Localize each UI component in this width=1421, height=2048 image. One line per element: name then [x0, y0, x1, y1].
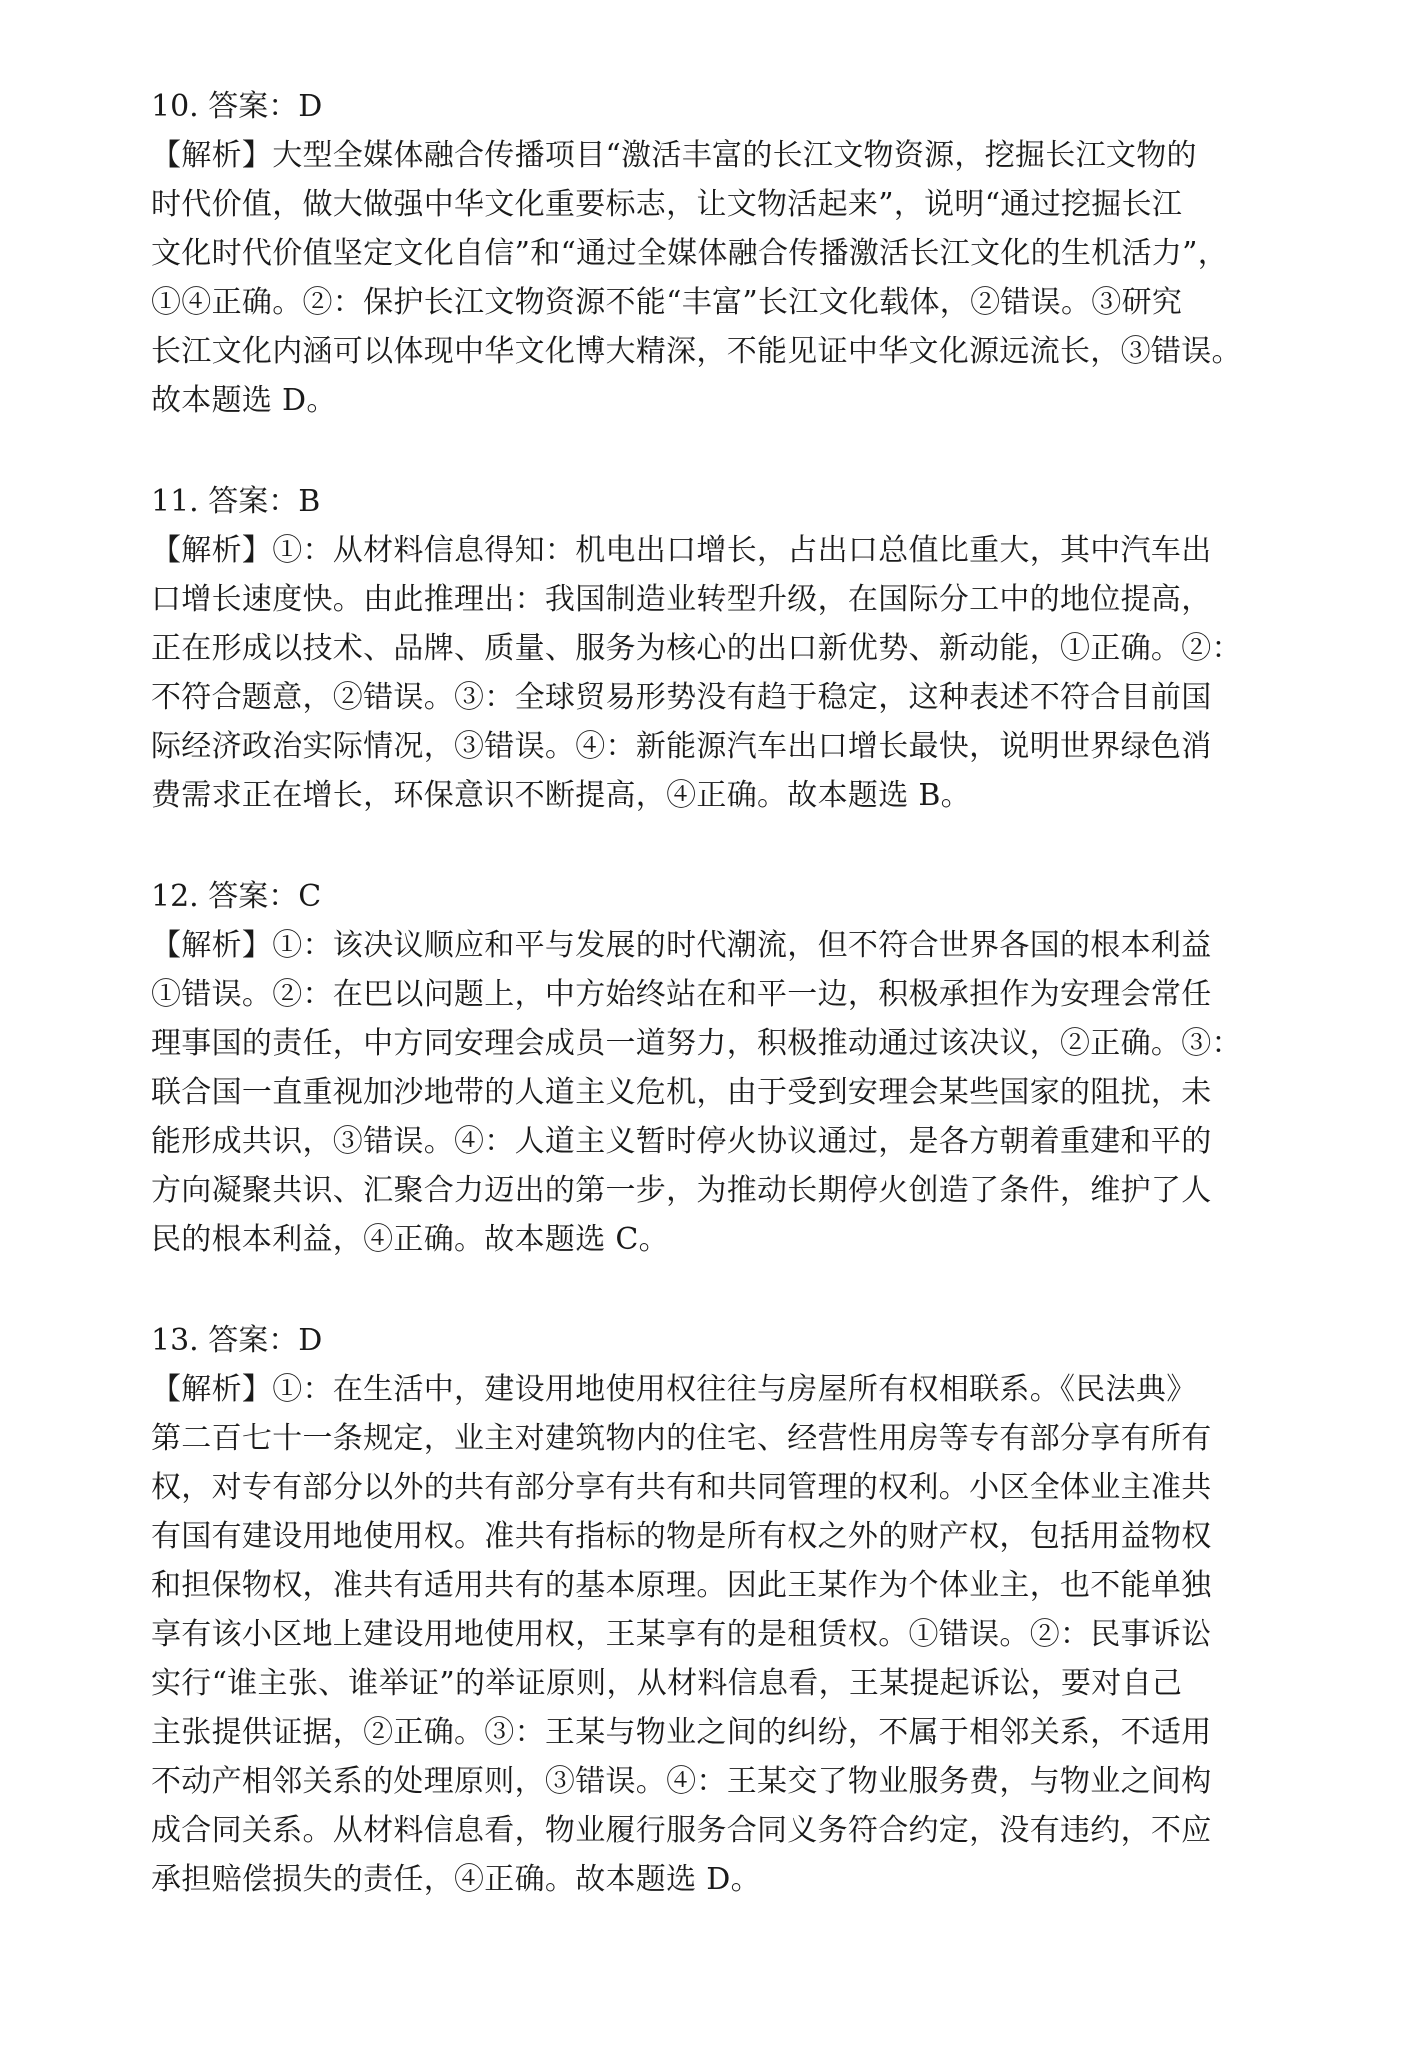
- question-13: [151, 1316, 1291, 1904]
- analysis-line: 【解析】大型全媒体融合传播项目“激活丰富的长江文物资源，挖掘长江文物的: [151, 138, 1197, 173]
- answer-key-page: [151, 82, 1291, 1956]
- analysis-line: 成合同关系。从材料信息看，物业履行服务合同义务符合约定，没有违约，不应: [151, 1813, 1212, 1848]
- analysis-line: 【解析】①：该决议顺应和平与发展的时代潮流，但不符合世界各国的根本利益: [151, 928, 1212, 963]
- analysis-line: 方向凝聚共识、汇聚合力迈出的第一步，为推动长期停火创造了条件，维护了人: [151, 1173, 1212, 1208]
- analysis-line: 文化时代价值坚定文化自信”和“通过全媒体融合传播激活长江文化的生机活力”，: [151, 236, 1229, 271]
- analysis-line: 权，对专有部分以外的共有部分享有共有和共同管理的权利。小区全体业主准共: [151, 1470, 1212, 1505]
- analysis-text: [151, 131, 1291, 425]
- analysis-line: 口增长速度快。由此推理出：我国制造业转型升级，在国际分工中的地位提高，: [151, 582, 1212, 617]
- question-10: [151, 82, 1291, 425]
- analysis-line: 第二百七十一条规定，业主对建筑物内的住宅、经营性用房等专有部分享有所有: [151, 1421, 1212, 1456]
- analysis-line: 享有该小区地上建设用地使用权，王某享有的是租赁权。①错误。②：民事诉讼: [151, 1617, 1212, 1652]
- analysis-line: 实行“谁主张、谁举证”的举证原则，从材料信息看，王某提起诉讼，要对自己: [151, 1666, 1183, 1701]
- answer-heading: 12. 答案：C: [151, 879, 322, 914]
- analysis-line: 际经济政治实际情况，③错误。④：新能源汽车出口增长最快，说明世界绿色消: [151, 729, 1212, 764]
- analysis-line: 和担保物权，准共有适用共有的基本原理。因此王某作为个体业主，也不能单独: [151, 1568, 1212, 1603]
- analysis-line: 不符合题意，②错误。③：全球贸易形势没有趋于稳定，这种表述不符合目前国: [151, 680, 1212, 715]
- answer-heading: 10. 答案：D: [151, 89, 323, 124]
- analysis-line: 正在形成以技术、品牌、质量、服务为核心的出口新优势、新动能，①正确。②：: [151, 631, 1242, 666]
- analysis-text: [151, 1365, 1291, 1904]
- analysis-text: [151, 921, 1291, 1264]
- analysis-line: 主张提供证据，②正确。③：王某与物业之间的纠纷，不属于相邻关系，不适用: [151, 1715, 1212, 1750]
- analysis-line: 【解析】①：在生活中，建设用地使用权往往与房屋所有权相联系。《民法典》: [151, 1372, 1197, 1407]
- answer-heading: 13. 答案：D: [151, 1323, 323, 1358]
- analysis-line: 时代价值，做大做强中华文化重要标志，让文物活起来”，说明“通过挖掘长江: [151, 187, 1183, 222]
- answer-heading: 11. 答案：B: [151, 484, 321, 519]
- analysis-line: 【解析】①：从材料信息得知：机电出口增长，占出口总值比重大，其中汽车出: [151, 533, 1212, 568]
- analysis-line: 联合国一直重视加沙地带的人道主义危机，由于受到安理会某些国家的阻扰，未: [151, 1075, 1212, 1110]
- analysis-line: 长江文化内涵可以体现中华文化博大精深，不能见证中华文化源远流长，③错误。: [151, 334, 1242, 369]
- analysis-line: 承担赔偿损失的责任，④正确。故本题选 D。: [151, 1862, 761, 1897]
- analysis-line: 有国有建设用地使用权。准共有指标的物是所有权之外的财产权，包括用益物权: [151, 1519, 1212, 1554]
- question-11: [151, 477, 1291, 820]
- analysis-line: 故本题选 D。: [151, 383, 337, 418]
- analysis-line: 费需求正在增长，环保意识不断提高，④正确。故本题选 B。: [151, 778, 971, 813]
- analysis-line: ①错误。②：在巴以问题上，中方始终站在和平一边，积极承担作为安理会常任: [151, 977, 1212, 1012]
- analysis-line: 理事国的责任，中方同安理会成员一道努力，积极推动通过该决议，②正确。③：: [151, 1026, 1242, 1061]
- analysis-line: 不动产相邻关系的处理原则，③错误。④：王某交了物业服务费，与物业之间构: [151, 1764, 1212, 1799]
- question-12: [151, 872, 1291, 1264]
- analysis-text: [151, 526, 1291, 820]
- analysis-line: 能形成共识，③错误。④：人道主义暂时停火协议通过，是各方朝着重建和平的: [151, 1124, 1212, 1159]
- analysis-line: ①④正确。②：保护长江文物资源不能“丰富”长江文化载体，②错误。③研究: [151, 285, 1183, 320]
- analysis-line: 民的根本利益，④正确。故本题选 C。: [151, 1222, 669, 1257]
